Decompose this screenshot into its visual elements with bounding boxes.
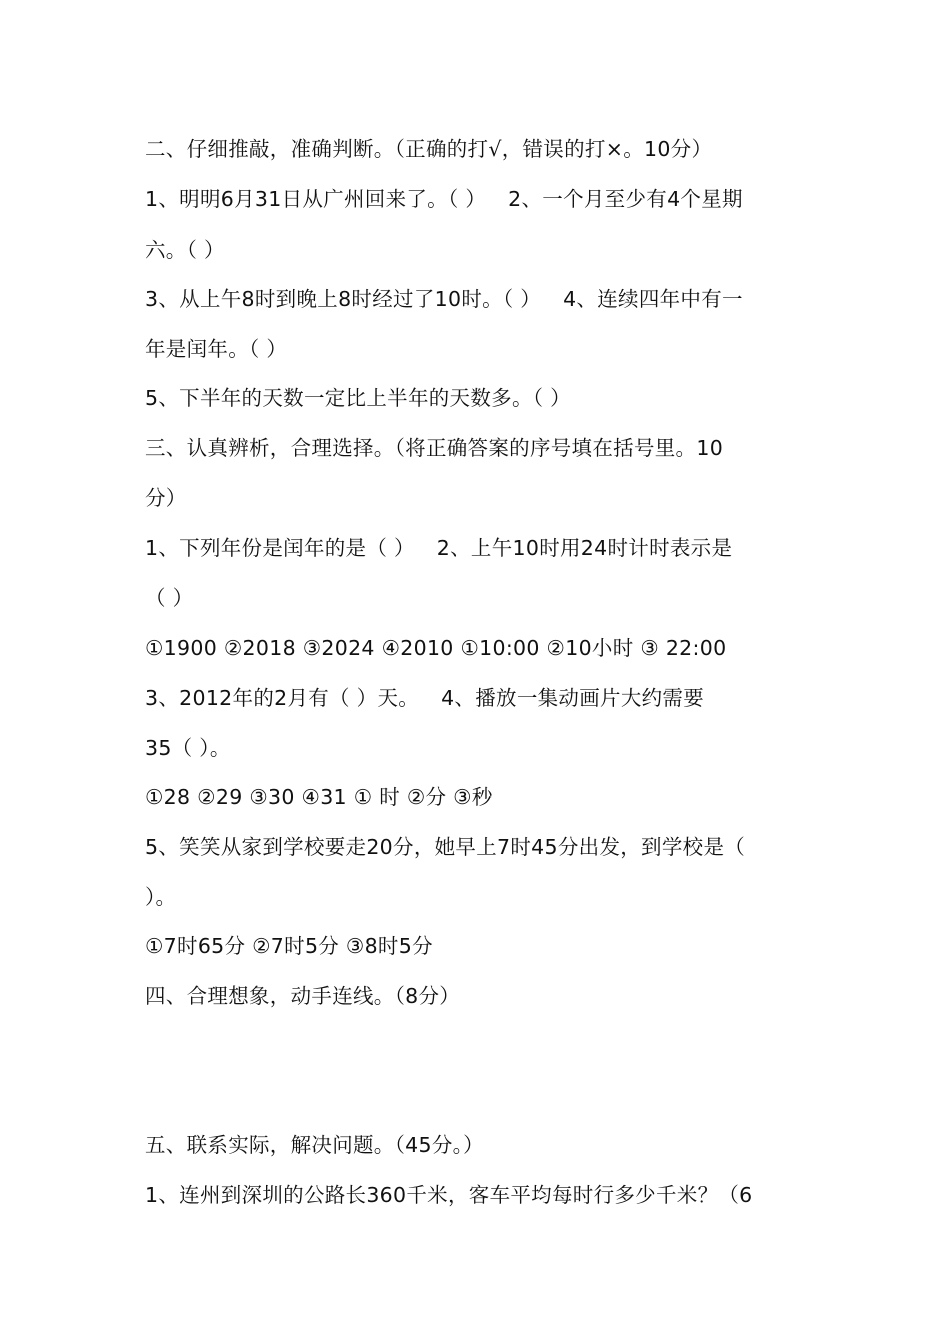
question-2-5: 5、下半年的天数一定比上半年的天数多。（ ）	[145, 386, 571, 410]
section-3-row-1	[145, 534, 810, 562]
section-3-title-cont: 分）	[145, 486, 187, 510]
options-3-5: ①7时65分 ②7时5分 ③8时5分	[145, 934, 433, 958]
question-3-4-cont: 35（ ）。	[145, 736, 231, 760]
options-3-4: ① 时 ②分 ③秒	[353, 785, 493, 809]
options-row-2	[145, 783, 810, 811]
question-3-1: 1、下列年份是闰年的是（ ）	[145, 536, 415, 560]
question-5-1: 1、连州到深圳的公路长360千米，客车平均每时行多少千米？（6	[145, 1183, 753, 1207]
section-2-row-2	[145, 285, 810, 313]
question-2-4-cont: 年是闰年。（ ）	[145, 337, 288, 361]
section-2-row-1	[145, 185, 810, 213]
section-3-row-2	[145, 684, 810, 712]
section-2-title: 二、仔细推敲，准确判断。（正确的打√，错误的打×。10分）	[145, 137, 713, 161]
section-4-title: 四、合理想象，动手连线。（8分）	[145, 984, 461, 1008]
options-3-1: ①1900 ②2018 ③2024 ④2010	[145, 636, 454, 660]
section-3-title: 三、认真辨析，合理选择。（将正确答案的序号填在括号里。10	[145, 436, 724, 460]
question-3-3: 3、2012年的2月有（ ）天。	[145, 686, 420, 710]
section-5-title: 五、联系实际，解决问题。（45分。）	[145, 1133, 484, 1157]
question-2-2: 2、一个月至少有4个星期	[508, 187, 743, 211]
question-2-1: 1、明明6月31日从广州回来了。（ ）	[145, 187, 487, 211]
options-3-3: ①28 ②29 ③30 ④31	[145, 785, 347, 809]
question-2-3: 3、从上午8时到晚上8时经过了10时。（ ）	[145, 287, 542, 311]
question-3-5-cont: ）。	[145, 885, 177, 909]
question-3-2-cont: （ ）	[145, 586, 194, 610]
question-3-5: 5、笑笑从家到学校要走20分，她早上7时45分出发，到学校是（	[145, 835, 746, 859]
question-2-2-cont: 六。（ ）	[145, 238, 225, 262]
options-3-2: ①10:00 ②10小时 ③ 22:00	[460, 636, 727, 660]
question-2-4: 4、连续四年中有一	[563, 287, 743, 311]
options-row-1	[145, 634, 810, 662]
question-3-4: 4、播放一集动画片大约需要	[441, 686, 705, 710]
question-3-2: 2、上午10时用24时计时表示是	[436, 536, 733, 560]
